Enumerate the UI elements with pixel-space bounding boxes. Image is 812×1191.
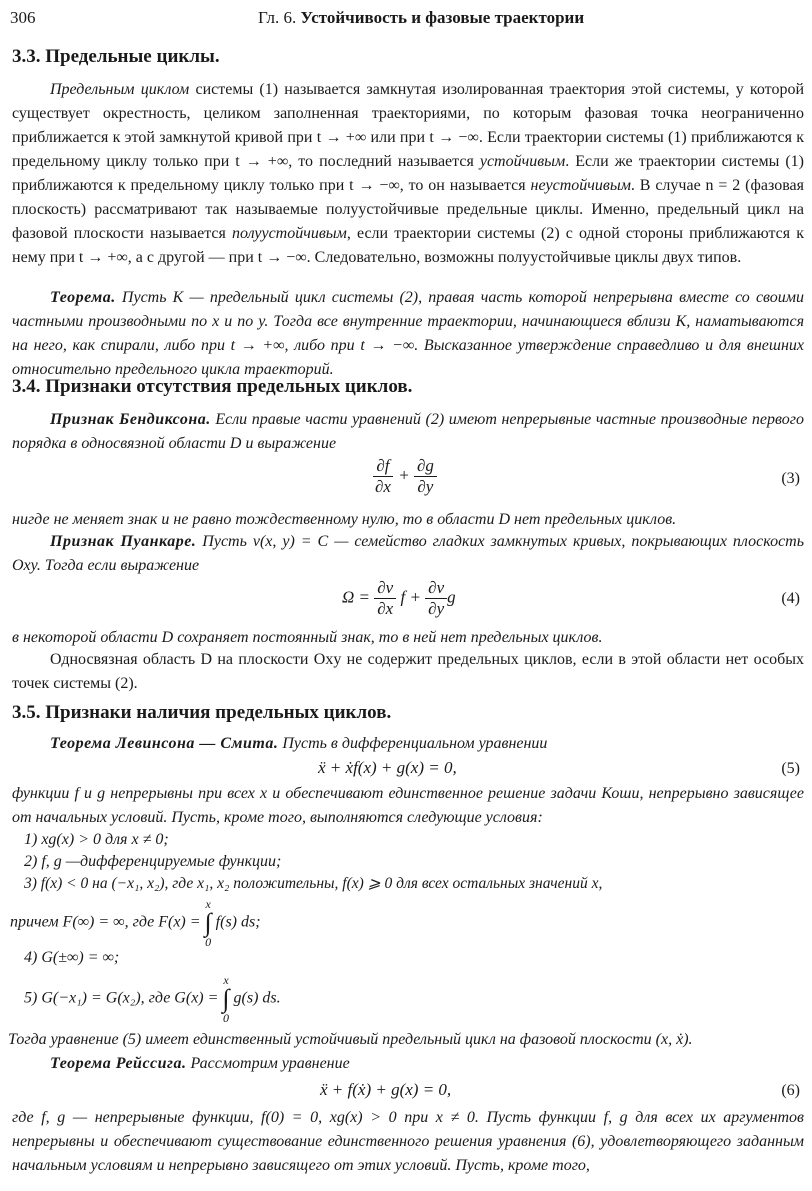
term-stable: устойчивым xyxy=(479,153,566,170)
page-number: 306 xyxy=(10,8,36,27)
reissig-theorem: Теорема Рейссига. Рассмотрим уравнение xyxy=(50,1055,350,1072)
chapter-number: Гл. 6. xyxy=(258,8,297,27)
reissig-label: Теорема Рейссига. xyxy=(50,1055,187,1072)
condition-3: 3) f(x) < 0 на (−x₁, x₂), где x₁, x₂ положительны, f(x) ⩾ 0 для всех остальных значений x, xyxy=(24,875,603,892)
poincare-label: Признак Пуанкаре. xyxy=(50,533,197,550)
equation-3-number: (3) xyxy=(781,470,800,487)
equation-5-number: (5) xyxy=(781,760,800,777)
equation-4: Ω = $\frac{\partial v}{\partial x}$ f + $\frac{\partial v}{\partial y}$ g xyxy=(342,578,456,618)
bendixson-label: Признак Бендиксона. xyxy=(50,411,211,428)
condition-4: 4) G(±∞) = ∞; xyxy=(24,949,120,966)
bendixson-criterion: Признак Бендиксона. Если правые части уравнений (2) имеют непрерывные частные производные первого порядка в односвязной области D и выражение xyxy=(12,411,804,452)
section-3-5-title: 3.5. Признаки наличия предельных циклов. xyxy=(12,702,392,723)
section-3-3-paragraph: Предельным циклом системы (1) называется замкнутая изолированная траектория этой системы, у которой существует окрестность, целиком заполненная траекториями, по которым фазовая точка неограниченно приближается к этой замкнутой кривой при t → +∞ или при t → −∞. Если траектории системы (1) приближаются к предельному циклу только при t → +∞, то последний называется устойчивым. Если же траектории системы (1) приближаются к предельному циклу только при t → −∞, то он называется неустойчивым. В случае n = 2 (фазовая плоскость) рассматривают так называемые полуустойчивые предельные циклы. Именно, предельный цикл на фазовой плоскости называется полуустойчивым, если траектории системы (2) с одной стороны приближаются к нему при t → +∞, а с другой — при t → −∞. Следовательно, возможны полуустойчивые циклы двух типов. xyxy=(12,81,805,266)
condition-3-integral: причем F(∞) = ∞, где F(x) = x ∫ 0 f(s) ds; xyxy=(10,897,261,949)
chapter-title: Устойчивость и фазовые траектории xyxy=(300,8,585,27)
simply-connected-remark: Односвязная область D на плоскости Oxy не содержит предельных циклов, если в этой области нет особых точек системы (2). xyxy=(12,651,804,692)
equation-5: ẍ + ẋf(x) + g(x) = 0, xyxy=(318,758,457,777)
equation-4-number: (4) xyxy=(781,590,800,607)
poincare-criterion: Признак Пуанкаре. Пусть v(x, y) = C — семейство гладких замкнутых кривых, покрывающих плоскость Oxy. Тогда если выражение xyxy=(12,533,805,574)
equation-3: $\frac{\partial f}{\partial x}$ + $\frac{\partial g}{\partial y}$ xyxy=(372,456,437,497)
equation-6-number: (6) xyxy=(781,1082,800,1099)
running-header xyxy=(258,8,584,28)
levinson-smith-theorem: Теорема Левинсона — Смита. Пусть в дифференциальном уравнении xyxy=(50,735,548,752)
levinson-smith-conclusion: Тогда уравнение (5) имеет единственный устойчивый предельный цикл на фазовой плоскости (x, ẋ). xyxy=(8,1031,693,1048)
poincare-conclusion: в некоторой области D сохраняет постоянный знак, то в ней нет предельных циклов. xyxy=(12,629,603,646)
levinson-smith-label: Теорема Левинсона — Смита. xyxy=(50,735,279,752)
levinson-smith-conditions-intro: функции f и g непрерывны при всех x и обеспечивают единственное решение задачи Коши, непрерывно зависящее от начальных условий. Пусть, кроме того, выполняются следующие условия: xyxy=(12,785,804,826)
condition-5: 5) G(−x₁) = G(x₂), где G(x) = x ∫ 0 g(s) ds. xyxy=(24,973,281,1025)
reissig-conditions: где f, g — непрерывные функции, f(0) = 0, xg(x) > 0 при x ≠ 0. Пусть функции f, g для всех их аргументов непрерывны и обеспечивают существование единственного решения уравнения (6), удовлетворяющего заданным начальным условиям и непрерывно зависящего от этих условий. Пусть, кроме того, xyxy=(12,1109,804,1174)
integral-sign: x ∫ 0 xyxy=(204,897,212,949)
integral-sign: x ∫ 0 xyxy=(222,973,230,1025)
condition-2: 2) f, g —дифференцируемые функции; xyxy=(24,853,282,870)
theorem-label: Теорема. xyxy=(50,289,116,306)
term-semistable: полуустойчивым xyxy=(232,225,347,242)
term-limit-cycle: Предельным циклом xyxy=(50,81,190,98)
section-3-4-title: 3.4. Признаки отсутствия предельных циклов. xyxy=(12,376,413,397)
bendixson-conclusion: нигде не меняет знак и не равно тождественному нулю, то в области D нет предельных циклов. xyxy=(12,511,677,528)
section-3-3-title: 3.3. Предельные циклы. xyxy=(12,46,220,67)
term-unstable: неустойчивым xyxy=(530,177,631,194)
condition-1: 1) xg(x) > 0 для x ≠ 0; xyxy=(24,831,169,848)
theorem-limit-cycle: Теорема. Пусть K — предельный цикл системы (2), правая часть которой непрерывна вместе со своими частными производными по x и по y. Тогда все внутренние траектории, начинающиеся вблизи K, наматываются на него, как спирали, либо при t → +∞, либо при t → −∞. Высказанное утверждение справедливо и для внешних относительно предельного цикла траекторий. xyxy=(12,289,804,378)
equation-6: ẍ + f(ẋ) + g(x) = 0, xyxy=(320,1080,452,1099)
